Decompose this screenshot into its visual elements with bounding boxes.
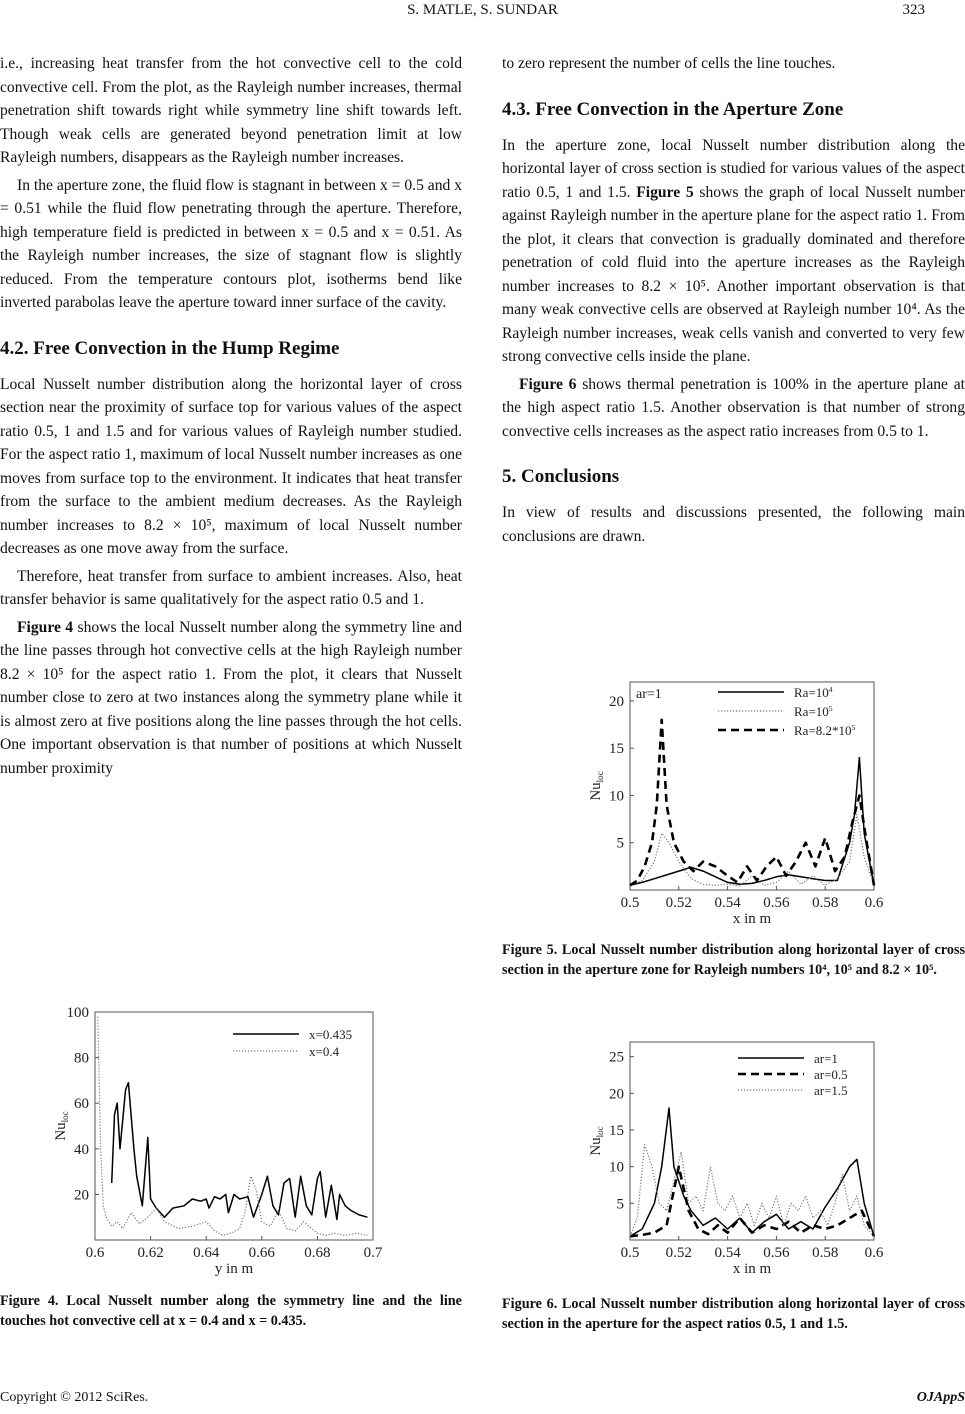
- left-column: [0, 52, 462, 784]
- paragraph-text: shows thermal penetration is 100% in the aperture plane at the high aspect ratio 1.5. Another observation is that number of strong convective cells increases as the aspect ratio increases from 0.5 to 1.: [502, 375, 965, 440]
- y-tick-label: 5: [616, 835, 624, 852]
- figure-ref[interactable]: Figure 6: [519, 375, 577, 393]
- x-tick-label: 0.56: [763, 895, 790, 911]
- right-column: [502, 52, 965, 552]
- y-axis-label: $Nu_{loc}$: [53, 1111, 70, 1141]
- paragraph: Local Nusselt number distribution along the horizontal layer of cross section near the proximity of surface top for various values of the aspect ratio 0.5, 1 and 1.5 and for various values of Rayleigh number studied. For the aspect ratio 1, maximum of local Nusselt number increases as one moves from surface top to the environment. It indicates that heat transfer from the surface to the ambient medium decreases. As the Rayleigh number increases to 8.2 × 10⁵, maximum of local Nusselt number decreases as one move away from the surface.: [0, 375, 462, 557]
- copyright: Copyright © 2012 SciRes.: [0, 1390, 149, 1405]
- y-tick-label: 10: [609, 1159, 624, 1176]
- x-tick-label: 0.58: [812, 1245, 839, 1261]
- x-tick-label: 0.5: [620, 1245, 640, 1261]
- x-axis-label: x in m: [732, 1261, 772, 1277]
- y-tick-label: 5: [616, 1196, 624, 1213]
- legend-label: $Ra=10^5$: [794, 703, 833, 719]
- section-heading: 5. Conclusions: [502, 466, 620, 487]
- paragraph-text: In the aperture zone, local Nusselt number distribution along the horizontal layer of cross section is studied for various values of the aspect ratio 0.5, 1 and 1.5.: [502, 136, 965, 201]
- page-number: 323: [902, 2, 925, 18]
- x-tick-label: 0.5: [620, 895, 640, 911]
- x-tick-label: 0.64: [193, 1245, 220, 1261]
- x-tick-label: 0.6: [864, 895, 884, 911]
- paragraph-text: shows the graph of local Nusselt number against Rayleigh number in the aperture plane for the aspect ratio 1. From the plot, it clears that convection is gradually dominated and therefore penetration of cold fluid into the aperture increases as the Rayleigh number increases to 8.2 × 10⁵. Another important observation is that many weak convective cells are observed at Rayleigh number 10⁴. As the Rayleigh number increases, weak cells vanish and converted to very few strong convective cells inside the plane.: [502, 183, 965, 365]
- y-tick-label: 10: [609, 788, 624, 805]
- legend-label: ar=1.5: [814, 1083, 848, 1098]
- figure-5-chart: [580, 670, 884, 928]
- x-axis-label: y in m: [214, 1261, 254, 1277]
- y-tick-label: 20: [74, 1187, 89, 1204]
- legend-label: x=0.435: [309, 1027, 353, 1042]
- x-tick-label: 0.56: [763, 1245, 790, 1261]
- paragraph: [0, 616, 462, 781]
- figure-6-caption: Figure 6. Local Nusselt number distribution along horizontal layer of cross section in the aperture for the aspect ratios 0.5, 1 and 1.5.: [502, 1296, 965, 1332]
- legend-label: $Ra=8.2*10^5$: [794, 722, 856, 738]
- y-tick-label: 80: [74, 1050, 89, 1067]
- paragraph: i.e., increasing heat transfer from the hot convective cell to the cold convective cell. From the plot, as the Rayleigh number increases, thermal penetration shift towards right while symmetry line shift towards left. Though weak cells are generated beyond penetration limit at low Rayleigh numbers, disappears as the Rayleigh number increases.: [0, 55, 462, 166]
- paragraph: [502, 134, 965, 369]
- paragraph: In view of results and discussions presented, the following main conclusions are drawn.: [502, 504, 965, 545]
- series-line: [112, 1083, 368, 1220]
- running-title: S. MATLE, S. SUNDAR: [407, 2, 558, 18]
- x-tick-label: 0.52: [665, 895, 692, 911]
- y-tick-label: 20: [609, 1086, 624, 1103]
- figure-4-caption: Figure 4. Local Nusselt number along the symmetry line and the line touches hot convective cell at x = 0.4 and x = 0.435.: [0, 1293, 462, 1329]
- figure-6-chart: [580, 1032, 884, 1280]
- x-tick-label: 0.66: [248, 1245, 275, 1261]
- paragraph: In the aperture zone, the fluid flow is stagnant in between x = 0.5 and x = 0.51 while the fluid flow penetrating through the aperture. Therefore, high temperature field is predicted in between x = 0.5 and x = 0.51. As the Rayleigh number increases, the size of stagnant flow is slightly reduced. From the temperature contours plot, isotherms bend like inverted parabolas leave the aperture toward inner surface of the cavity.: [0, 176, 462, 311]
- x-tick-label: 0.6: [85, 1245, 105, 1261]
- x-tick-label: 0.52: [665, 1245, 692, 1261]
- section-heading: 4.3. Free Convection in the Aperture Zone: [502, 98, 844, 120]
- y-tick-label: 15: [609, 741, 624, 758]
- x-tick-label: 0.62: [137, 1245, 164, 1261]
- y-axis-label: $Nu_{loc}$: [588, 771, 605, 801]
- series-line: [630, 1167, 874, 1237]
- figure-4-chart: [53, 1000, 400, 1282]
- series-line: [630, 758, 874, 886]
- figure-ref[interactable]: Figure 4: [17, 618, 74, 636]
- x-tick-label: 0.54: [714, 895, 741, 911]
- legend-label: ar=0.5: [814, 1067, 848, 1082]
- section-heading: 4.2. Free Convection in the Hump Regime: [0, 337, 340, 359]
- journal-name: OJAppS: [916, 1390, 965, 1405]
- legend-label: $Ra=10^4$: [794, 684, 833, 700]
- series-line: [630, 1108, 874, 1236]
- paragraph: [502, 373, 965, 444]
- paragraph: Therefore, heat transfer from surface to ambient increases. Also, heat transfer behavior is same qualitatively for the aspect ratio 0.5 and 1.: [0, 567, 462, 608]
- y-axis-label: $Nu_{loc}$: [588, 1126, 605, 1156]
- y-tick-label: 40: [74, 1141, 89, 1158]
- x-tick-label: 0.68: [304, 1245, 331, 1261]
- x-tick-label: 0.7: [363, 1245, 383, 1261]
- x-axis-label: x in m: [732, 911, 772, 927]
- x-tick-label: 0.58: [812, 895, 839, 911]
- y-tick-label: 15: [609, 1123, 624, 1139]
- figure-5-caption: Figure 5. Local Nusselt number distribution along horizontal layer of cross section in the aperture zone for Rayleigh numbers 10⁴, 10⁵ and 8.2 × 10⁵.: [502, 942, 965, 978]
- legend-label: x=0.4: [309, 1044, 340, 1059]
- legend-label: ar=1: [814, 1051, 838, 1066]
- x-tick-label: 0.54: [714, 1245, 741, 1261]
- x-tick-label: 0.6: [864, 1245, 884, 1261]
- series-line: [630, 720, 874, 886]
- paragraph-text: shows the local Nusselt number along the symmetry line and the line passes through hot convective cells at the high Rayleigh number 8.2 × 10⁵ for the aspect ratio 1. From the plot, it clears that Nusselt number close to zero at two instances along the symmetry plane while it is almost zero at five positions along the line passes through the hot cells. One important observation is that number of positions at which Nusselt number proximity: [0, 618, 462, 777]
- y-tick-label: 25: [609, 1049, 624, 1066]
- y-tick-label: 60: [74, 1096, 89, 1113]
- page-header: [0, 0, 965, 24]
- paragraph: to zero represent the number of cells the line touches.: [502, 55, 836, 72]
- y-tick-label: 100: [66, 1005, 89, 1021]
- chart-annotation: ar=1: [636, 687, 662, 702]
- y-tick-label: 20: [609, 693, 624, 710]
- figure-ref[interactable]: Figure 5: [636, 183, 694, 201]
